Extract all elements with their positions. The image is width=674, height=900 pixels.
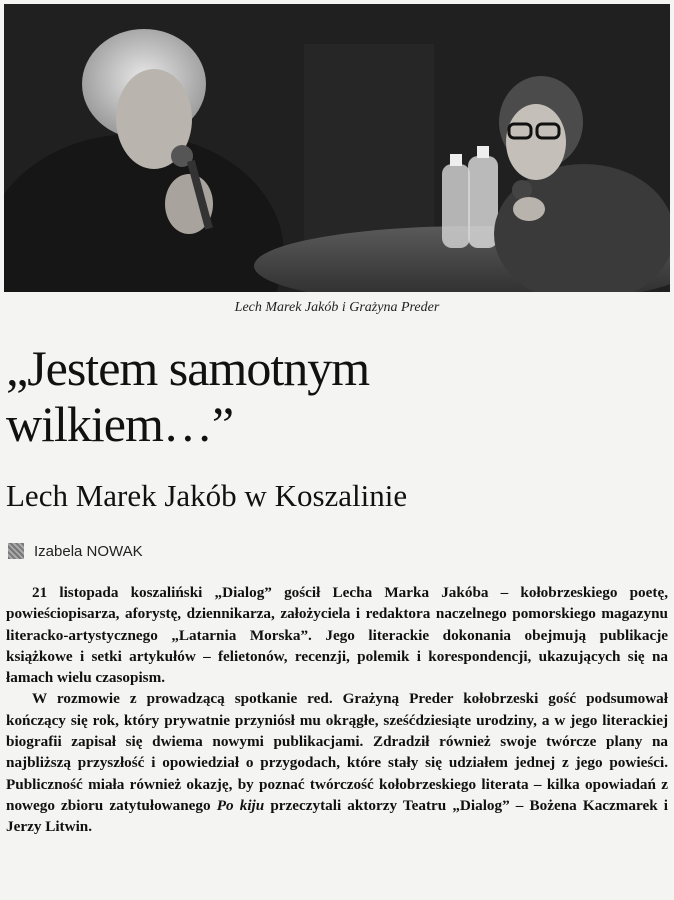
byline-square-icon <box>8 543 24 559</box>
headline-line-2: wilkiem…” <box>6 396 234 452</box>
woman-face <box>506 104 566 180</box>
bottle-icon-2 <box>468 156 498 248</box>
bottle-icon <box>442 164 470 248</box>
article-subtitle: Lech Marek Jakób w Koszalinie <box>6 478 408 513</box>
paragraph-2-end: przeczytali aktorzy Teatru „Dialog” – Bożena Kaczmarek i Jerzy Litwin. <box>6 796 669 836</box>
photo-caption: Lech Marek Jakób i Grażyna Preder <box>234 300 440 315</box>
book-title: Po kiju <box>216 796 265 814</box>
paragraph-1: 21 listopada koszaliński „Dialog” gościł Lecha Marka Jakóba – kołobrzeskiego poetę, powieściopisarza, aforystę, dziennikarza, założyciela i redaktora naczelnego pomorskiego magazynu literacko-artystycznego „Latarnia Morska”. Jego literackie dokonania obejmują publikacje książkowe i setki artykułów – felietonów, recenzji, polemik i korespondencji, ukazujących się na łamach wielu czasopism. <box>6 584 668 687</box>
article-photo <box>4 4 670 292</box>
paragraph-2-text: W rozmowie z prowadzącą spotkanie red. Grażyną Preder kołobrzeski gość podsumował kończący się rok, który prywatnie przyniósł mu okrągłe, sześćdziesiąte urodziny, a w jego literackiej biografii zapisał się dwiema nowymi publikacjami. Zdradził również swoje twórcze plany na najbliższą przyszłość i opowiedział o przygodach, które stały się udziałem jednej z jego powieści. Publiczność miała również okazję, by poznać twórczość kołobrzeskiego literata – kilka opowiadań z nowego zbioru zatytułowanego <box>6 690 668 814</box>
headline-line-1: „Jestem samotnym <box>6 340 370 396</box>
photo-illustration <box>4 4 670 292</box>
article-headline <box>6 340 666 452</box>
author-byline <box>8 540 143 562</box>
article-body <box>6 582 668 838</box>
author-name: Izabela NOWAK <box>34 542 143 560</box>
paragraph-2 <box>6 688 668 837</box>
